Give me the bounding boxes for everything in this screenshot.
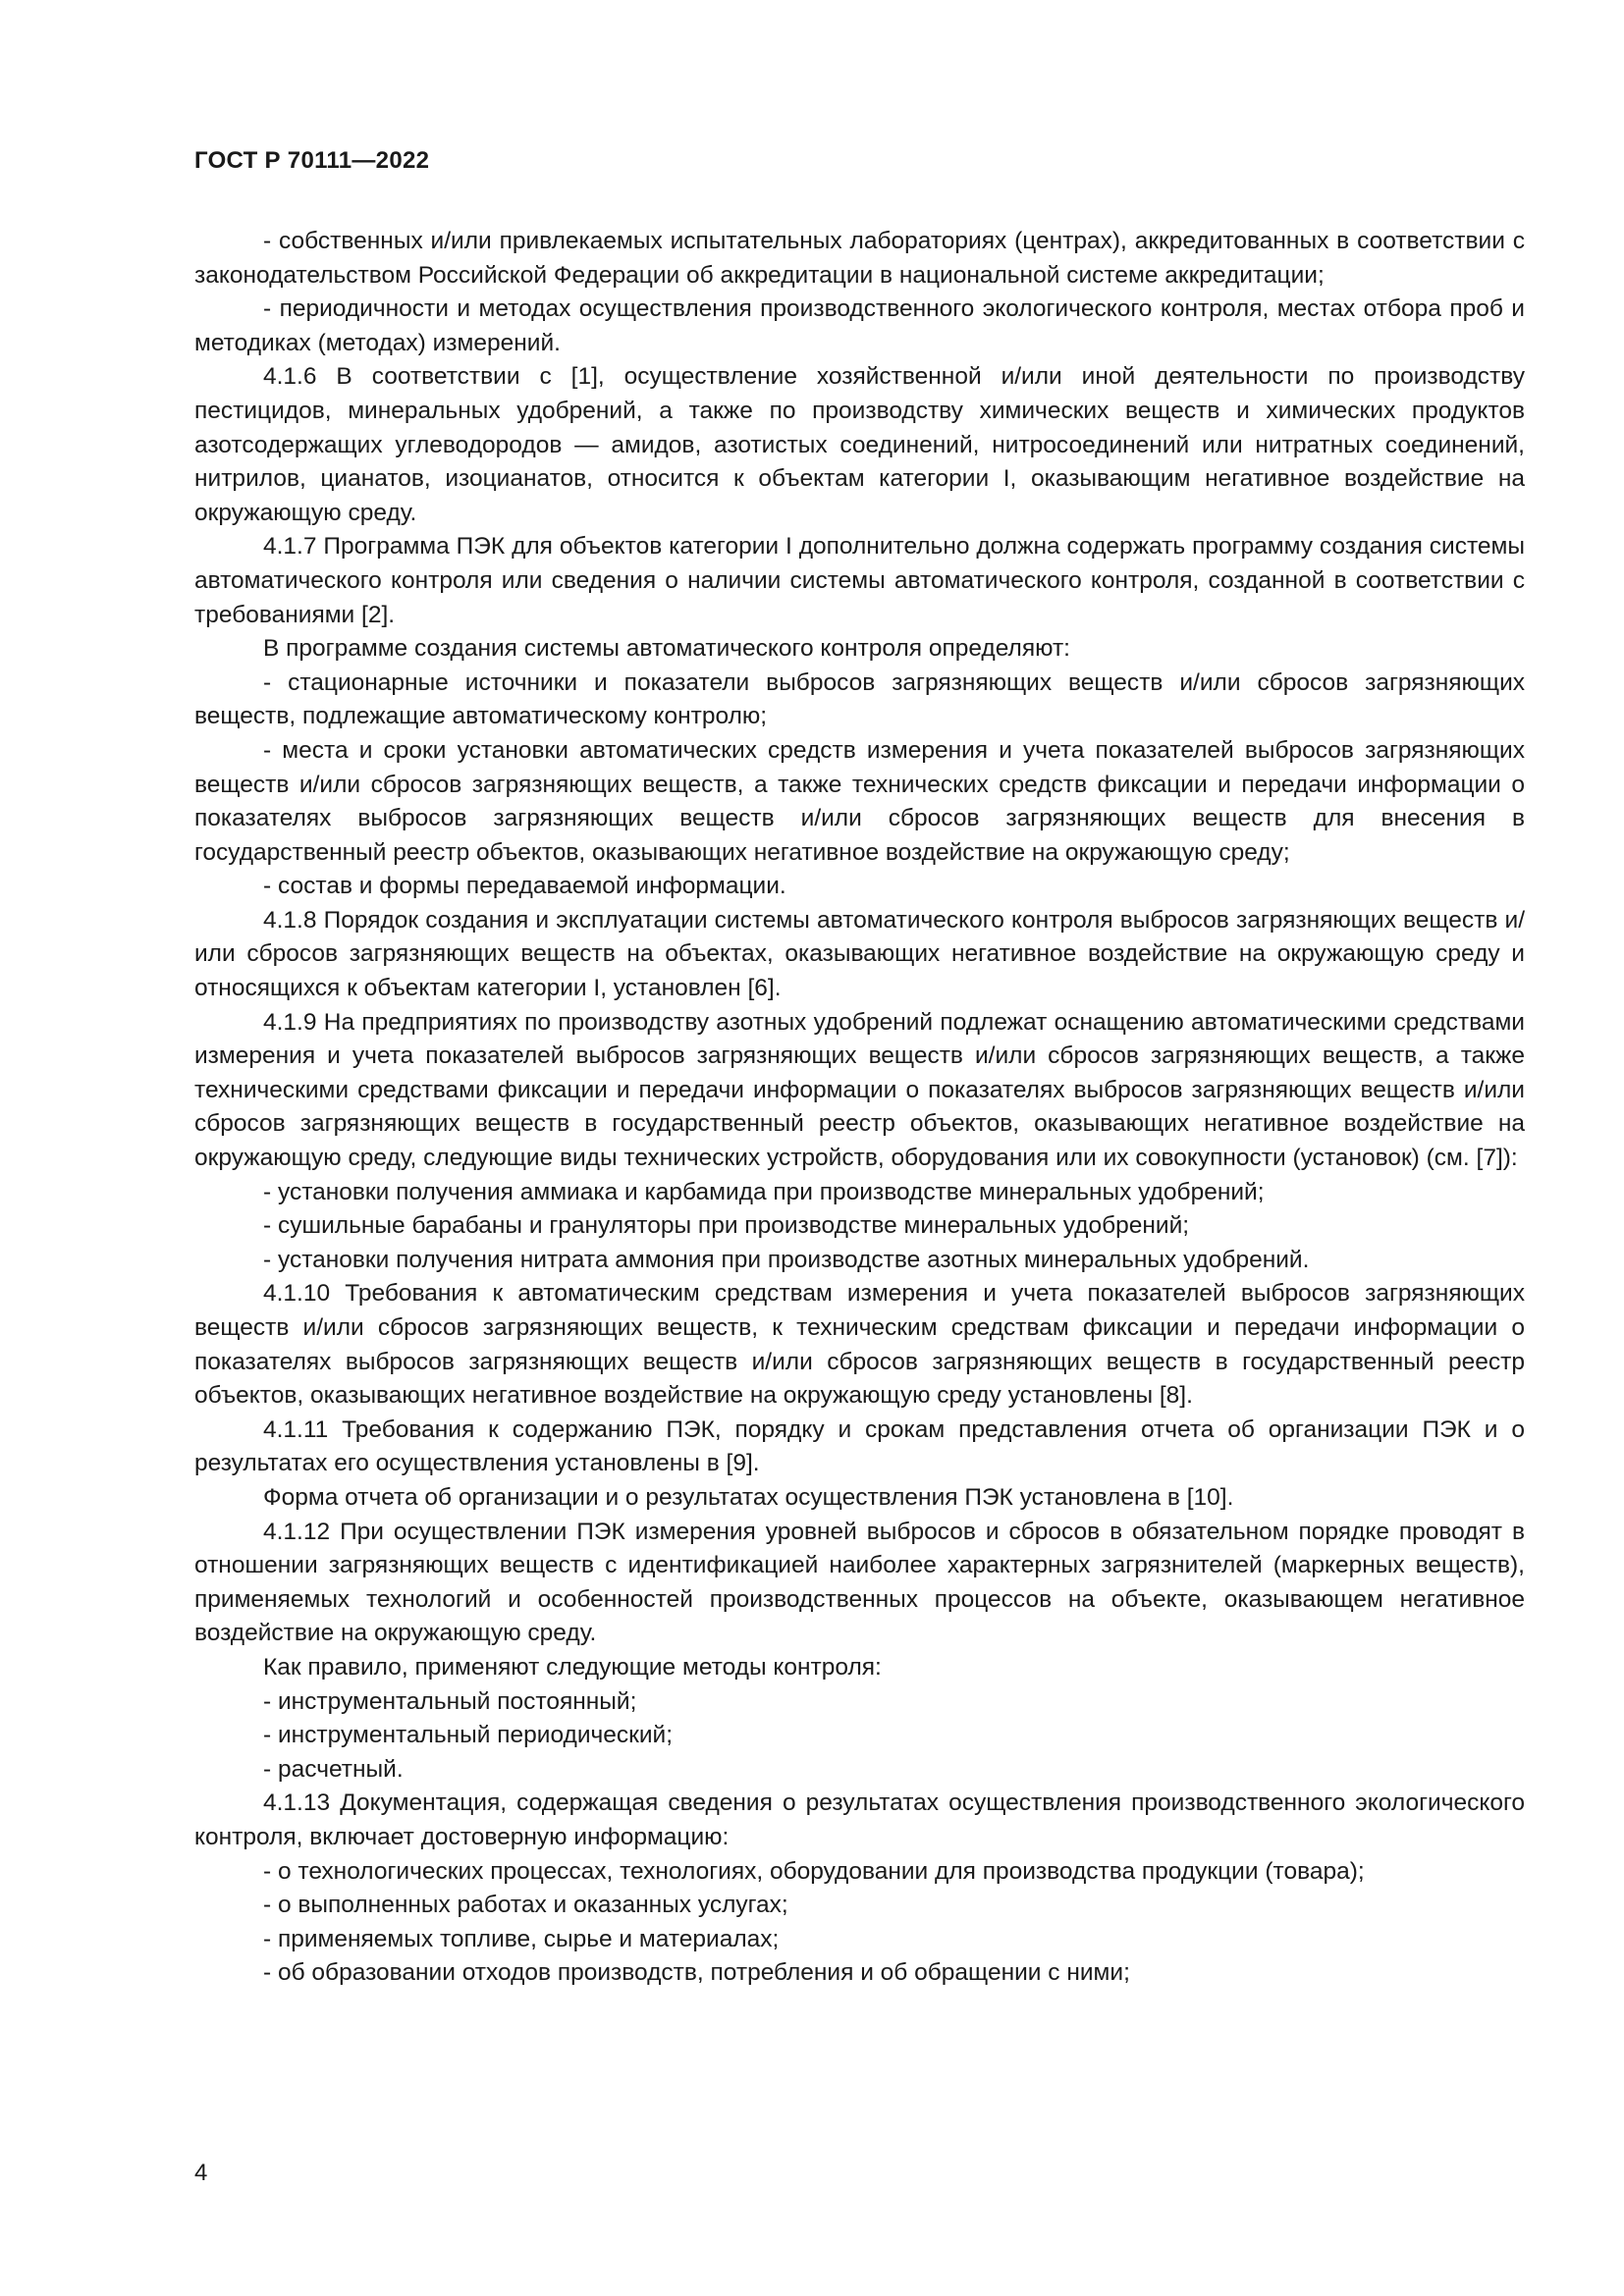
paragraph: - периодичности и методах осуществления производственного экологического контроля, местах отбора проб и методиках (методах) измерений. xyxy=(194,295,1525,356)
paragraph: 4.1.10 Требования к автоматическим средствам измерения и учета показателей выбросов загрязняющих веществ и/или сбросов загрязняющих веществ, к техническим средствам фиксации и передачи информации о показателях выбросов загрязняющих веществ и/или сбросов загрязняющих веществ в государственный реестр объектов, оказывающих негативное воздействие на окружающую среду установлены [8]. xyxy=(194,1280,1525,1410)
paragraph: - установки получения аммиака и карбамида при производстве минеральных удобрений; xyxy=(263,1178,1265,1205)
paragraph: - о технологических процессах, технологиях, оборудовании для производства продукции (товара); xyxy=(263,1857,1365,1885)
paragraph: Как правило, применяют следующие методы контроля: xyxy=(263,1653,882,1681)
paragraph: - о выполненных работах и оказанных услугах; xyxy=(263,1892,788,1919)
paragraph: - применяемых топливе, сырье и материалах; xyxy=(263,1925,780,1952)
page-number: 4 xyxy=(194,2160,208,2186)
paragraph: - сушильные барабаны и грануляторы при производстве минеральных удобрений; xyxy=(263,1212,1190,1240)
paragraph: В программе создания системы автоматического контроля определяют: xyxy=(263,635,1070,663)
paragraph: 4.1.11 Требования к содержанию ПЭК, порядку и срокам представления отчета об организации ПЭК и о результатах его осуществления установлены в [9]. xyxy=(194,1415,1525,1477)
paragraph: 4.1.6 В соответствии с [1], осуществление хозяйственной и/или иной деятельности по производству пестицидов, минеральных удобрений, а также по производству химических веществ и химических продуктов азотсодержащих углеводородов — амидов, азотистых соединений, нитросоединений или нитратных соединений, нитрилов, цианатов, изоцианатов, относится к объектам категории I, оказывающим негативное воздействие на окружающую среду. xyxy=(194,363,1525,526)
paragraph: - об образовании отходов производств, потребления и об обращении с ними; xyxy=(263,1959,1130,1987)
paragraph: Форма отчета об организации и о результатах осуществления ПЭК установлена в [10]. xyxy=(263,1483,1234,1511)
paragraph: - собственных и/или привлекаемых испытательных лабораториях (центрах), аккредитованных в соответствии с законодательством Российской Федерации об аккредитации в национальной системе аккредитации; xyxy=(194,228,1525,289)
paragraph: - установки получения нитрата аммония при производстве азотных минеральных удобрений. xyxy=(263,1246,1310,1273)
standard-id: ГОСТ Р 70111—2022 xyxy=(194,147,430,174)
paragraph: - места и сроки установки автоматических средств измерения и учета показателей выбросов загрязняющих веществ и/или сбросов загрязняющих веществ, а также технических средств фиксации и передачи информации о показателях выбросов загрязняющих веществ и/или сбросов загрязняющих веществ для внесения в государственный реестр объектов, оказывающих негативное воздействие на окружающую среду; xyxy=(194,736,1525,866)
paragraph: - расчетный. xyxy=(263,1755,404,1783)
paragraph: - стационарные источники и показатели выбросов загрязняющих веществ и/или сбросов загрязняющих веществ, подлежащие автоматическому контролю; xyxy=(194,668,1525,730)
paragraph: 4.1.8 Порядок создания и эксплуатации системы автоматического контроля выбросов загрязняющих веществ и/или сбросов загрязняющих веществ на объектах, оказывающих негативное воздействие на окружающую среду и относящихся к объектам категории I, установлен [6]. xyxy=(194,906,1525,1002)
paragraph: 4.1.9 На предприятиях по производству азотных удобрений подлежат оснащению автоматическими средствами измерения и учета показателей выбросов загрязняющих веществ и/или сбросов загрязняющих веществ, а также техническими средствами фиксации и передачи информации о показателях выбросов загрязняющих веществ и/или сбросов загрязняющих веществ в государственный реестр объектов, оказывающих негативное воздействие на окружающую среду, следующие виды технических устройств, оборудования или их совокупности (установок) (см. [7]): xyxy=(194,1008,1525,1172)
paragraph: - инструментальный периодический; xyxy=(263,1722,674,1749)
paragraph: - инструментальный постоянный; xyxy=(263,1687,637,1715)
paragraph: 4.1.13 Документация, содержащая сведения о результатах осуществления производственного экологического контроля, включает достоверную информацию: xyxy=(194,1789,1525,1850)
document-header xyxy=(194,147,429,175)
paragraph: - состав и формы передаваемой информации. xyxy=(263,873,786,900)
paragraph: 4.1.12 При осуществлении ПЭК измерения уровней выбросов и сбросов в обязательном порядке проводят в отношении загрязняющих веществ с идентификацией наиболее характерных загрязнителей (маркерных веществ), применяемых технологий и особенностей производственных процессов на объекте, оказывающем негативное воздействие на окружающую среду. xyxy=(194,1518,1525,1647)
paragraph: 4.1.7 Программа ПЭК для объектов категории I дополнительно должна содержать программу создания системы автоматического контроля или сведения о наличии системы автоматического контроля, созданной в соответствии с требованиями [2]. xyxy=(194,533,1525,628)
document-body xyxy=(194,225,1525,1991)
